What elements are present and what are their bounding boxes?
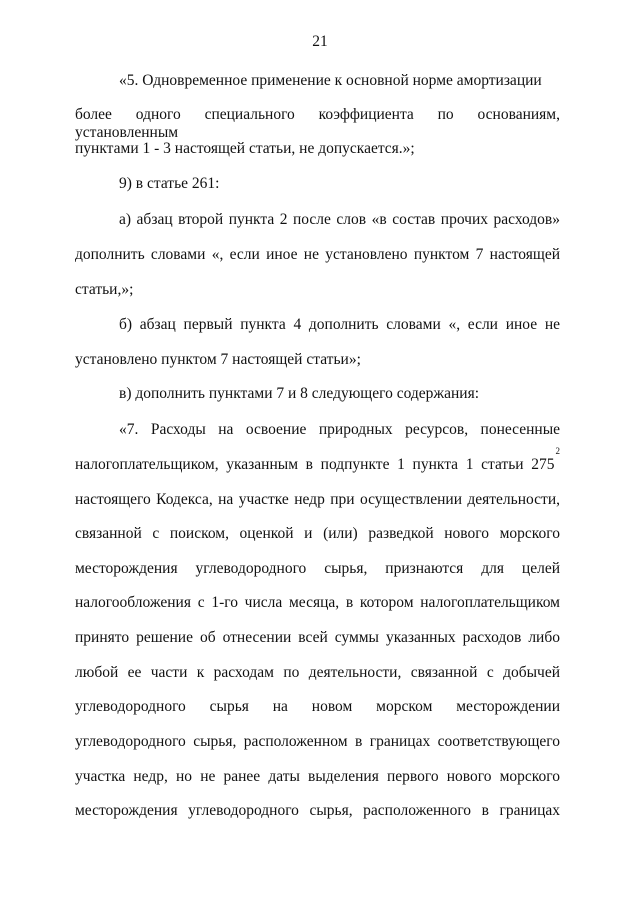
text-line: углеводородного сырья на новом морском месторождении [75,698,560,715]
text-line: связанной с поиском, оценкой и (или) разведкой нового морского [75,525,560,542]
text-line: любой ее части к расходам по деятельности, связанной с добычей [75,664,560,681]
text-line: месторождения углеводородного сырья, признаются для целей [75,560,560,577]
text-line: углеводородного сырья, расположенном в границах соответствующего [75,733,560,750]
text-line: участка недр, но не ранее даты выделения первого нового морского [75,768,560,785]
text-line: более одного специального коэффициента по основаниям, установленным [75,106,560,141]
text-line: установлено пунктом 7 настоящей статьи»; [75,351,361,368]
text-line: «7. Расходы на освоение природных ресурсов, понесенные [119,421,560,438]
text-line: «5. Одновременное применение к основной норме амортизации [119,72,542,89]
text-line: пунктами 1 - 3 настоящей статьи, не допускается.»; [75,140,415,157]
text-line: месторождения углеводородного сырья, расположенного в границах [75,802,560,819]
text-line: настоящего Кодекса, на участке недр при осуществлении деятельности, [75,491,560,508]
page-number: 21 [312,33,328,50]
superscript: 2 [555,446,560,456]
text-line: принято решение об отнесении всей суммы указанных расходов либо [75,629,560,646]
text-line: налогообложения с 1-го числа месяца, в котором налогоплательщиком [75,594,560,611]
text-line-with-superscript [75,446,560,474]
text-line: дополнить словами «, если иное не установлено пунктом 7 настоящей [75,246,560,263]
text-line: статьи,»; [75,281,134,298]
text-line: б) абзац первый пункта 4 дополнить словами «, если иное не [119,316,560,333]
text-line: 9) в статье 261: [119,175,220,192]
text-line: а) абзац второй пункта 2 после слов «в состав прочих расходов» [119,211,560,228]
text-line: налогоплательщиком, указанным в подпункте 1 пункта 1 статьи 275 [75,456,555,473]
text-line: в) дополнить пунктами 7 и 8 следующего содержания: [119,385,480,402]
